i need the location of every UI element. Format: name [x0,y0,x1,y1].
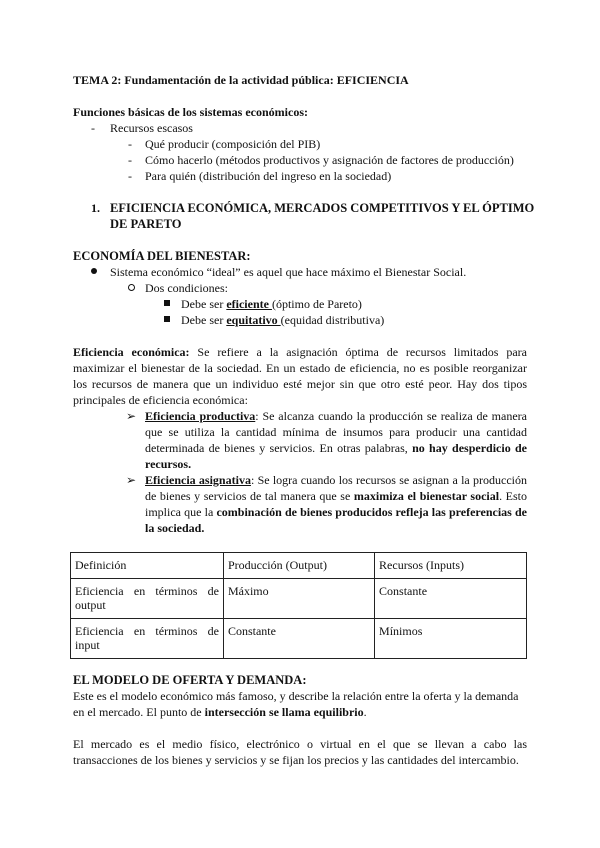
hollow-bullet-icon [128,284,135,291]
oferta-paragraph-1: Este es el modelo económico más famoso, y describe la relación entre la oferta y la demanda en el mercado. El punto de intersección se llama equilibrio. [73,689,519,719]
dash-marker: - [128,137,132,151]
funciones-heading: Funciones básicas de los sistemas económicos: [73,105,308,119]
oferta-heading: EL MODELO DE OFERTA Y DEMANDA: [73,673,307,687]
page-title: TEMA 2: Fundamentación de la actividad pública: EFICIENCIA [73,73,409,87]
eficiencia-productiva: Eficiencia productiva: Se alcanza cuando la producción se realiza de manera que se utiliza la cantidad mínima de insumos para producir una cantidad determinada de bienes y servicios. En otras palabras, no hay desperdicio de recursos. [145,409,528,471]
condicion-eficiente: Debe ser eficiente (óptimo de Pareto) [181,297,362,311]
table-header-cell: Recursos (Inputs) [375,553,527,579]
section-heading-line2: DE PARETO [110,217,182,231]
dash-marker: - [128,169,132,183]
table-cell: Eficiencia en términos de input [71,619,224,659]
table-cell: Mínimos [375,619,527,659]
condicion-equitativo: Debe ser equitativo (equidad distributiva) [181,313,385,327]
table-header-row [71,553,527,579]
table-cell: Máximo [223,579,374,619]
eficiencia-asignativa: Eficiencia asignativa: Se logra cuando los recursos se asignan a la producción de bienes y servicios de tal manera que se maximiza el bienestar social. Esto implica que la combinación de bienes producidos refleja las preferencias de la sociedad. [145,473,527,535]
bienestar-heading: ECONOMÍA DEL BIENESTAR: [73,249,251,263]
square-bullet-icon [164,300,170,306]
list-item: Qué producir (composición del PIB) [145,137,321,151]
eficiencia-paragraph: Eficiencia económica: Se refiere a la asignación óptima de recursos limitados para maximizar el bienestar de la sociedad. En un estado de eficiencia, no es posible reorganizar los recursos de manera que un individuo esté mejor sin que otro esté peor. Hay dos tipos principales de eficiencia económica: [73,345,527,407]
table-cell: Constante [223,619,374,659]
table-header-cell: Producción (Output) [223,553,374,579]
dash-marker: - [91,121,95,135]
square-bullet-icon [164,316,170,322]
arrow-bullet-icon: ➢ [126,473,137,487]
table-header-cell: Definición [71,553,224,579]
recursos-escasos: Recursos escasos [110,121,193,135]
oferta-paragraph-2: El mercado es el medio físico, electrónico o virtual en el que se llevan a cabo las transacciones de los bienes y servicios y se fijan los precios y las cantidades del intercambio. [73,737,527,767]
list-item: Cómo hacerlo (métodos productivos y asignación de factores de producción) [145,153,514,167]
section-heading-line1: EFICIENCIA ECONÓMICA, MERCADOS COMPETITIVOS Y EL ÓPTIMO [110,201,535,215]
table-row [71,619,527,659]
list-item: Para quién (distribución del ingreso en la sociedad) [145,169,392,183]
dash-marker: - [128,153,132,167]
table-row [71,579,527,619]
section-number: 1. [91,201,100,215]
bienestar-bullet-2: Dos condiciones: [145,281,228,295]
table-cell: Eficiencia en términos de output [71,579,224,619]
arrow-bullet-icon: ➢ [126,409,137,423]
eficiencia-table [70,552,527,659]
filled-bullet-icon [91,268,97,274]
bienestar-bullet-1: Sistema económico “ideal” es aquel que hace máximo el Bienestar Social. [110,265,467,279]
table-cell: Constante [375,579,527,619]
